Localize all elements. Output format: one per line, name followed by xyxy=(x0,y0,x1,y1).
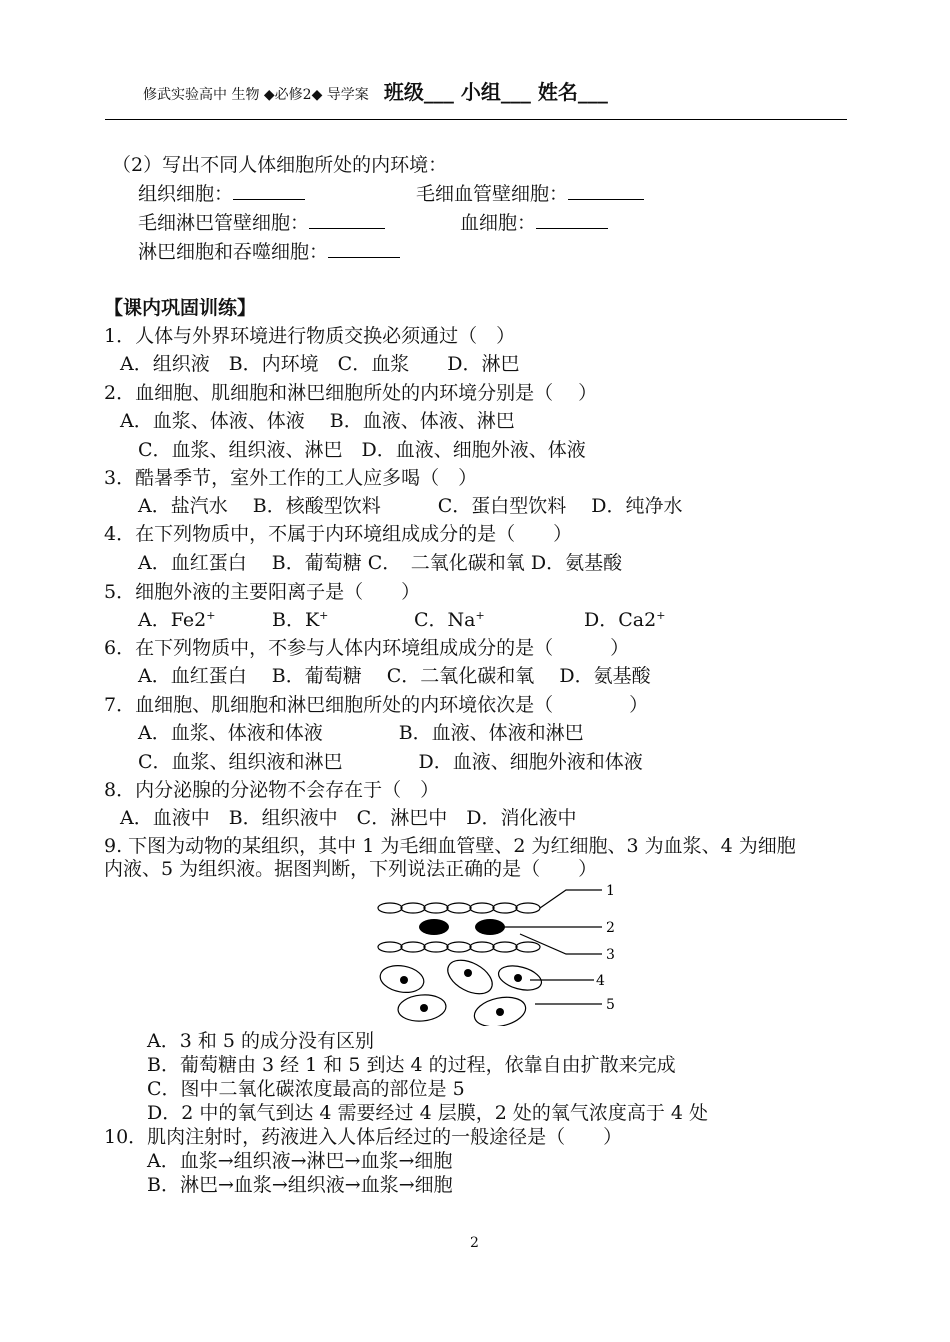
q9-option-c: C．图中二氧化碳浓度最高的部位是 5 xyxy=(147,1078,465,1100)
nucleus xyxy=(514,974,522,982)
capillary-wall-cell xyxy=(516,942,540,952)
blank[interactable] xyxy=(536,212,608,229)
q3-options: A．盐汽水 B．核酸型饮料 C．蛋白型饮料 D．纯净水 xyxy=(138,495,683,517)
env-blood: 血细胞： xyxy=(460,211,608,235)
diagram-label-2: 2 xyxy=(606,920,615,936)
section-title: 【课内巩固训练】 xyxy=(104,297,257,319)
blank[interactable] xyxy=(328,241,400,258)
q5-option-a: A．Fe2+ xyxy=(138,609,216,631)
q7-stem: 7．血细胞、肌细胞和淋巴细胞所处的内环境依次是（ ） xyxy=(104,694,649,716)
q10-option-a: A．血浆→组织液→淋巴→血浆→细胞 xyxy=(147,1150,453,1172)
red-blood-cell xyxy=(475,919,505,935)
q9-option-d: D．2 中的氧气到达 4 需要经过 4 层膜，2 处的氧气浓度高于 4 处 xyxy=(147,1102,708,1124)
capillary-wall-cell xyxy=(493,942,517,952)
q8-options: A．血液中 B．组织液中 C．淋巴中 D．消化液中 xyxy=(120,807,577,829)
q1-options: A．组织液 B．内环境 C．血浆 D．淋巴 xyxy=(120,353,520,375)
tissue-diagram xyxy=(370,876,640,1026)
q1-stem: 1．人体与外界环境进行物质交换必须通过（ ） xyxy=(104,325,516,347)
env-title: （2）写出不同人体细胞所处的内环境： xyxy=(112,154,448,176)
blank[interactable] xyxy=(568,183,644,200)
q6-options: A．血红蛋白 B．葡萄糖 C．二氧化碳和氧 D．氨基酸 xyxy=(138,665,651,687)
q4-stem: 4．在下列物质中，不属于内环境组成成分的是（ ） xyxy=(104,523,573,545)
nucleus xyxy=(420,1004,428,1012)
diagram-label-3: 3 xyxy=(606,947,615,963)
blank[interactable] xyxy=(309,212,385,229)
q2-stem: 2．血细胞、肌细胞和淋巴细胞所处的内环境分别是（ ） xyxy=(104,382,598,404)
diagram-label-4: 4 xyxy=(596,973,605,989)
header-divider xyxy=(105,119,847,120)
red-blood-cell xyxy=(419,919,449,935)
tissue-cell xyxy=(442,953,498,1000)
q5-option-b: B．K+ xyxy=(272,609,329,631)
q10-stem: 10．肌肉注射时，药液进入人体后经过的一般途径是（ ） xyxy=(104,1126,623,1148)
q7-options-1: A．血浆、体液和体液 B．血液、体液和淋巴 xyxy=(138,722,584,744)
capillary-wall-cell xyxy=(447,903,471,913)
leader-line-1 xyxy=(540,890,602,908)
env-lymph-wall: 毛细淋巴管壁细胞： xyxy=(138,211,385,235)
q9-stem-2: 内液、5 为组织液。据图判断，下列说法正确的是（ ） xyxy=(104,858,598,880)
q2-options-1: A．血浆、体液、体液 B．血液、体液、淋巴 xyxy=(120,410,515,432)
diagram-label-1: 1 xyxy=(606,883,615,899)
header-fields: 班级___ 小组___ 姓名___ xyxy=(383,80,608,104)
q4-options: A．血红蛋白 B．葡萄糖 C． 二氧化碳和氧 D．氨基酸 xyxy=(138,552,623,574)
page-number: 2 xyxy=(470,1235,479,1251)
capillary-wall-cell xyxy=(401,903,425,913)
capillary-wall-cell xyxy=(424,903,448,913)
q5-option-c: C．Na+ xyxy=(414,609,485,631)
q3-stem: 3．酷暑季节，室外工作的工人应多喝（ ） xyxy=(104,467,478,489)
nucleus xyxy=(496,1008,504,1016)
capillary-wall-cell xyxy=(447,942,471,952)
blank[interactable] xyxy=(233,183,305,200)
q6-stem: 6．在下列物质中，不参与人体内环境组成成分的是（ ） xyxy=(104,637,630,659)
capillary-wall-cell xyxy=(424,942,448,952)
capillary-wall-cell xyxy=(378,903,402,913)
q8-stem: 8．内分泌腺的分泌物不会存在于（ ） xyxy=(104,779,440,801)
q5-option-d: D．Ca2+ xyxy=(584,609,666,631)
diagram-label-5: 5 xyxy=(606,997,615,1013)
q7-options-2: C．血浆、组织液和淋巴 D．血液、细胞外液和体液 xyxy=(138,751,643,773)
q5-stem: 5．细胞外液的主要阳离子是（ ） xyxy=(104,581,421,603)
capillary-wall-cell xyxy=(493,903,517,913)
capillary-wall-cell xyxy=(470,942,494,952)
q2-options-2: C．血浆、组织液、淋巴 D．血液、细胞外液、体液 xyxy=(138,439,586,461)
capillary-wall-cell xyxy=(401,942,425,952)
env-lymphocyte: 淋巴细胞和吞噬细胞： xyxy=(138,240,400,264)
capillary-wall-cell xyxy=(516,903,540,913)
leader-line-3 xyxy=(520,934,602,954)
header-school: 修武实验高中 生物 ◆必修2◆ 导学案 xyxy=(143,87,369,103)
capillary-wall-cell xyxy=(470,903,494,913)
q10-option-b: B．淋巴→血浆→组织液→血浆→细胞 xyxy=(147,1174,453,1196)
nucleus xyxy=(464,969,472,977)
q9-stem-1: 9. 下图为动物的某组织，其中 1 为毛细血管壁、2 为红细胞、3 为血浆、4 为细胞 xyxy=(104,835,796,857)
q9-option-b: B．葡萄糖由 3 经 1 和 5 到达 4 的过程，依靠自由扩散来完成 xyxy=(147,1054,676,1076)
env-capillary: 毛细血管壁细胞： xyxy=(416,182,644,206)
page-header xyxy=(143,76,608,105)
capillary-wall-cell xyxy=(378,942,402,952)
nucleus xyxy=(400,976,408,984)
q9-option-a: A．3 和 5 的成分没有区别 xyxy=(147,1030,375,1052)
env-tissue: 组织细胞： xyxy=(138,182,305,206)
